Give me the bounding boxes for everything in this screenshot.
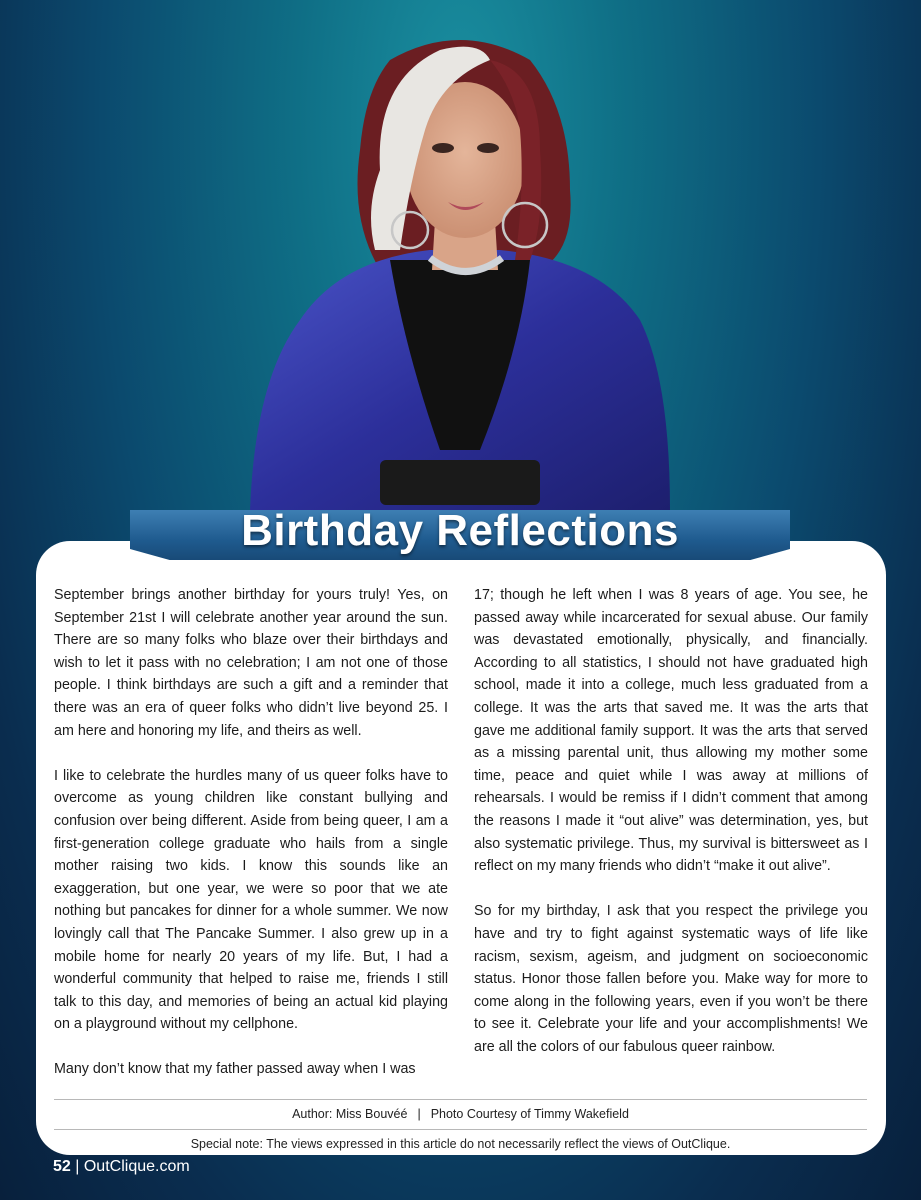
divider — [54, 1129, 867, 1130]
site-name[interactable]: OutClique.com — [83, 1158, 190, 1175]
paragraph: September brings another birthday for yours truly! Yes, on September 21st I will celebrate another year around the sun. There are so many folks who blaze over their birthdays and wish to let it pass with no celebration; I am not one of those people. I think birthdays are such a gift and a reminder that there was an era of queer folks who didn’t live beyond 25. I am here and honoring my life, and theirs as well. — [54, 587, 448, 739]
special-note: Special note: The views expressed in this article do not necessarily reflect the views of OutClique. — [190, 1137, 731, 1151]
article-body — [54, 584, 868, 1084]
photo-credit: Photo Courtesy of Timmy Wakefield — [430, 1107, 629, 1121]
paragraph: 17; though he left when I was 8 years of age. You see, he passed away while incarcerated for sexual abuse. Our family was devastated emotionally, physically, and financially. According to all statistics, I should not have graduated high school, made it into a college, much less graduated from a college. It was the arts that saved me. It was the arts that gave me additional family support. It was the arts that served as a missing parental unit, thus allowing my mother some time, peace and quiet while I was away at millions of rehearsals. I would be remiss if I didn’t comment that among the reasons I made it “out alive” was determination, yes, but also systematic privilege. Thus, my survival is bittersweet as I reflect on my many friends who didn’t “make it out alive”. — [474, 587, 868, 875]
portrait-photo — [240, 20, 680, 520]
article-column-right — [474, 584, 868, 1084]
paragraph: I like to celebrate the hurdles many of us queer folks have to overcome as young children like constant bullying and confusion over being different. Aside from being queer, I am a first-generation college graduate who hails from a single mother raising two kids. I know this sounds like an exaggeration, but one year, we were so poor that we ate nothing but pancakes for dinner for a whole summer. We now lovingly call that The Pancake Summer. I also grew up in a mobile home for nearly 20 years of my life. But, I had a wonderful community that helped to raise me, friends I still talk to this day, and memories of being an actual kid playing on a playground without my cellphone. — [54, 767, 448, 1033]
article-column-left — [54, 584, 448, 1084]
footer-divider: | — [75, 1158, 80, 1175]
author-credit: Author: Miss Bouvéé — [292, 1107, 408, 1121]
article-title: Birthday Reflections — [241, 506, 679, 555]
page-number: 52 — [53, 1158, 71, 1175]
credit-separator: | — [417, 1107, 421, 1121]
credits-line — [54, 1107, 867, 1121]
paragraph: So for my birthday, I ask that you respect the privilege you have and try to fight against systematic ways of life like racism, sexism, ageism, and judgment on socioeconomic status. Honor those fallen before you. Make way for more to come along in the following years, even if you won’t be there to see it. Celebrate your life and your accomplishments! We are all the colors of our fabulous queer rainbow. — [474, 903, 868, 1055]
paragraph: Many don’t know that my father passed away when I was — [54, 1061, 416, 1078]
divider — [54, 1099, 867, 1100]
page-footer — [53, 1158, 190, 1176]
